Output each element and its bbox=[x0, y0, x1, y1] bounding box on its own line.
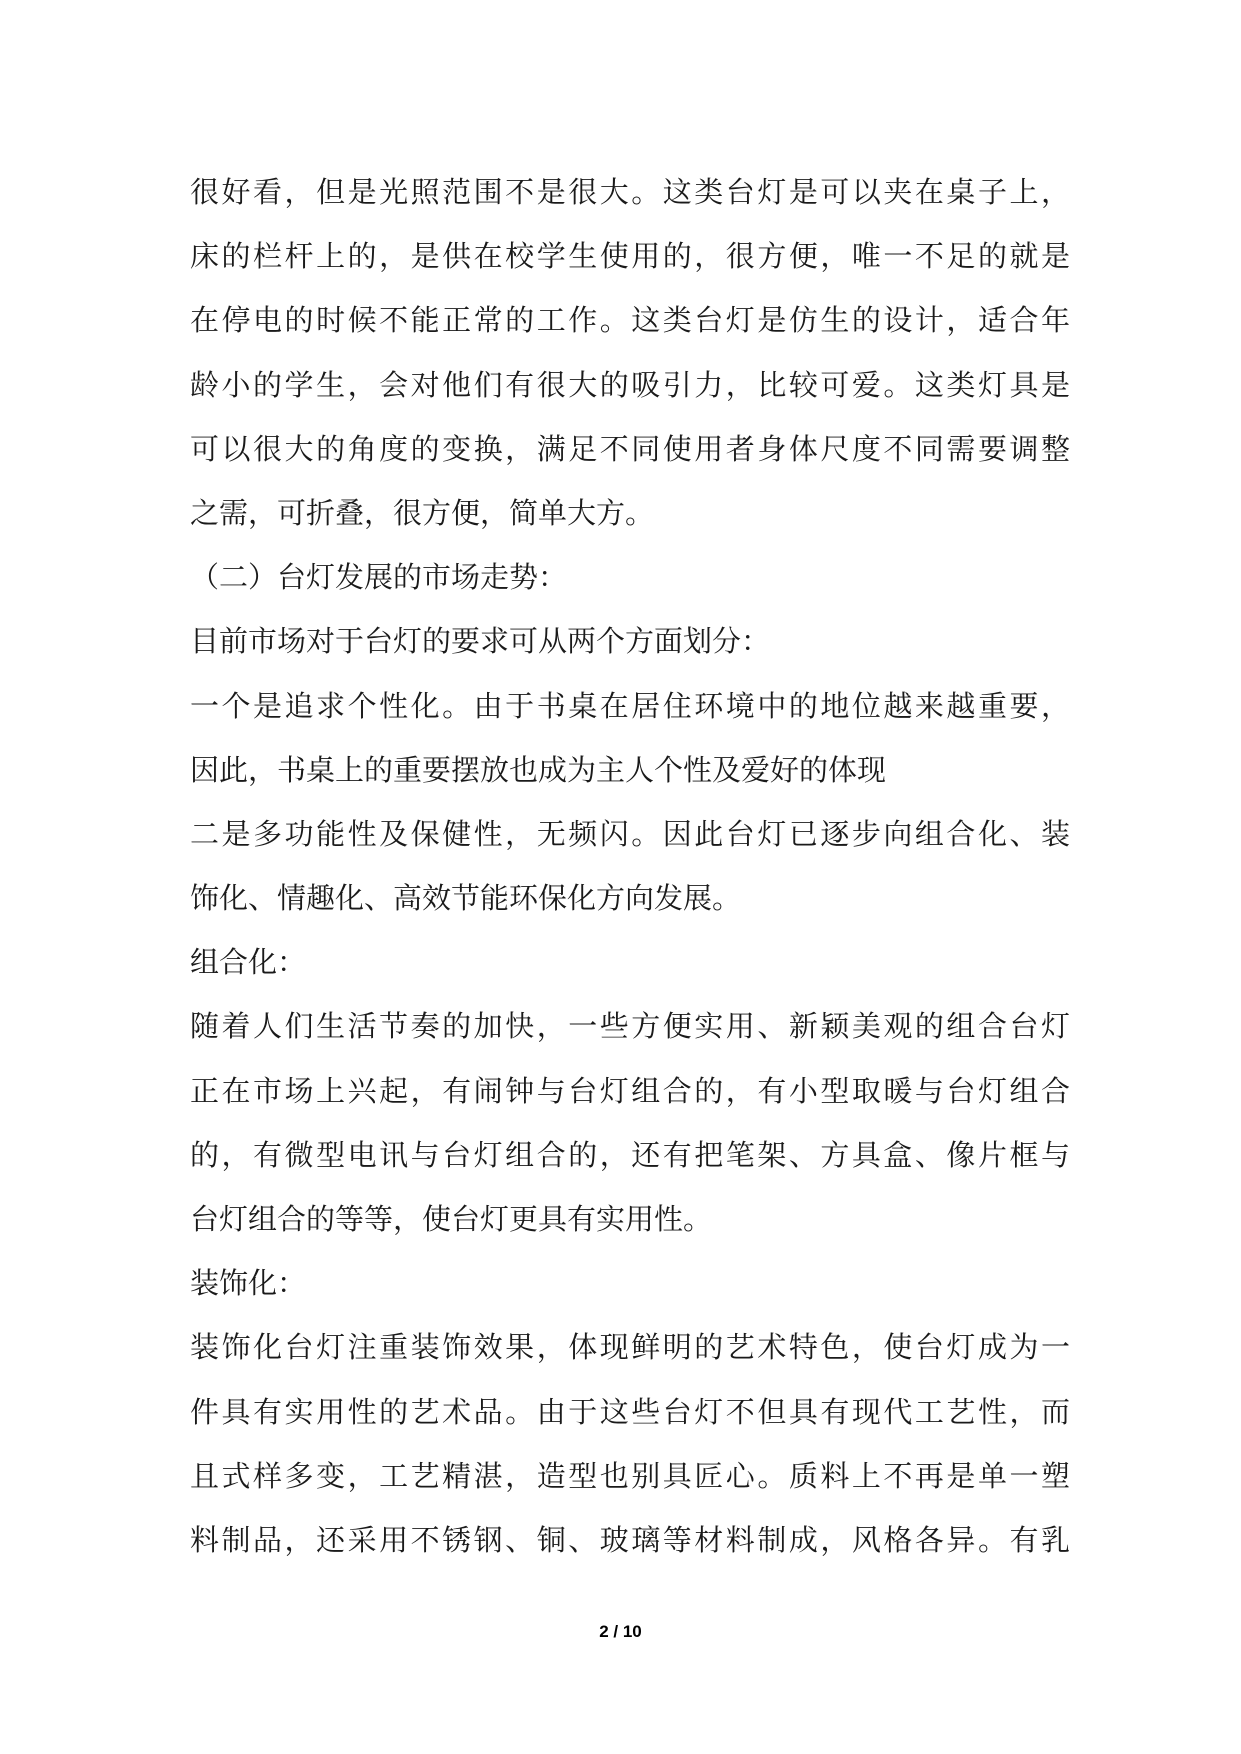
subheading: 装饰化： bbox=[190, 1266, 307, 1301]
text-line: 床的栏杆上的，是供在校学生使用的，很方便，唯一不足的就是 bbox=[190, 239, 1070, 274]
text-line: 龄小的学生，会对他们有很大的吸引力，比较可爱。这类灯具是 bbox=[190, 367, 1070, 402]
text-line: 之需，可折叠，很方便，简单大方。 bbox=[190, 495, 655, 530]
text-line: 正在市场上兴起，有闹钟与台灯组合的，有小型取暖与台灯组合 bbox=[190, 1073, 1070, 1108]
text-line: 二是多功能性及保健性，无频闪。因此台灯已逐步向组合化、装 bbox=[190, 816, 1070, 851]
page-number: 2 / 10 bbox=[599, 1622, 642, 1641]
section-heading: （二）台灯发展的市场走势： bbox=[190, 560, 568, 595]
text-line: 随着人们生活节奏的加快，一些方便实用、新颖美观的组合台灯 bbox=[190, 1009, 1070, 1044]
text-line: 件具有实用性的艺术品。由于这些台灯不但具有现代工艺性，而 bbox=[190, 1394, 1070, 1429]
text-line: 装饰化台灯注重装饰效果，体现鲜明的艺术特色，使台灯成为一 bbox=[190, 1330, 1070, 1365]
text-line: 料制品，还采用不锈钢、铜、玻璃等材料制成，风格各异。有乳 bbox=[190, 1522, 1070, 1557]
text-line: 可以很大的角度的变换，满足不同使用者身体尺度不同需要调整 bbox=[190, 431, 1070, 466]
body-text bbox=[190, 160, 1070, 1572]
text-line: 一个是追求个性化。由于书桌在居住环境中的地位越来越重要， bbox=[190, 688, 1070, 723]
subheading: 组合化： bbox=[190, 945, 307, 980]
text-line: 目前市场对于台灯的要求可从两个方面划分： bbox=[190, 624, 771, 659]
text-line: 在停电的时候不能正常的工作。这类台灯是仿生的设计，适合年 bbox=[190, 303, 1070, 338]
text-line: 且式样多变，工艺精湛，造型也别具匠心。质料上不再是单一塑 bbox=[190, 1458, 1070, 1493]
text-line: 饰化、情趣化、高效节能环保化方向发展。 bbox=[190, 881, 742, 916]
text-line: 因此，书桌上的重要摆放也成为主人个性及爱好的体现 bbox=[190, 752, 887, 787]
text-line: 台灯组合的等等，使台灯更具有实用性。 bbox=[190, 1202, 713, 1236]
text-line: 很好看，但是光照范围不是很大。这类台灯是可以夹在桌子上， bbox=[190, 175, 1070, 209]
text-line: 的，有微型电讯与台灯组合的，还有把笔架、方具盒、像片框与 bbox=[190, 1137, 1070, 1172]
